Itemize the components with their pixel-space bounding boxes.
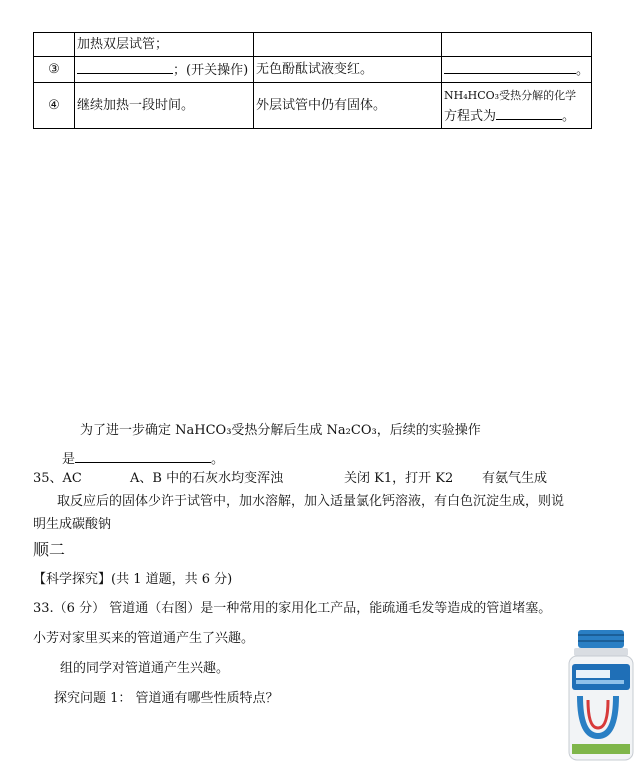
answer-blank[interactable] [77, 59, 173, 74]
q35-answer-d: 有氨气生成 [482, 471, 548, 486]
answer-blank[interactable] [75, 448, 211, 463]
further-prefix: 是 [62, 452, 76, 467]
row-number [34, 33, 75, 57]
table-row [34, 83, 592, 129]
row-number: ③ [34, 57, 75, 83]
experiment-table [33, 32, 592, 129]
row-number: ④ [34, 83, 75, 129]
q35-line3: 明生成碳酸钠 [33, 517, 112, 532]
conclusion-label: 方程式为 [444, 108, 497, 124]
operation-suffix: ；(开关操作) [173, 62, 249, 78]
conclusion-cell [442, 57, 592, 83]
q35-answer-c: 关闭 K1，打开 K2 [344, 471, 454, 486]
operation-cell [75, 57, 254, 83]
section-title: 【科学探究】(共 1 道题，共 6 分) [33, 572, 233, 587]
q33-line2: 小芳对家里买来的管道通产生了兴趣。 [33, 631, 255, 646]
further-suffix: 。 [211, 452, 225, 467]
answer-blank[interactable] [444, 59, 576, 74]
operation-cell: 继续加热一段时间。 [75, 83, 254, 129]
conclusion-cell [442, 83, 592, 129]
phenomenon-cell: 外层试管中仍有固体。 [254, 83, 442, 129]
further-step-line1: 为了进一步确定 NaHCO₃受热分解后生成 Na₂CO₃，后续的实验操作 [80, 423, 481, 438]
operation-cell: 加热双层试管； [75, 33, 254, 57]
answer-blank[interactable] [496, 105, 562, 120]
q35-number: 35、AC [33, 471, 82, 486]
table-row [34, 33, 592, 57]
conclusion-line1: NH₄HCO₃受热分解的化学 [444, 88, 577, 102]
conclusion-suffix: 。 [576, 62, 590, 78]
section-heading: 顺二 [33, 540, 66, 559]
q35-answer-b: A、B 中的石灰水均变浑浊 [130, 471, 284, 486]
q33-line4: 探究问题 1： 管道通有哪些性质特点？ [54, 691, 279, 706]
further-step-line2 [62, 448, 224, 469]
phenomenon-cell [254, 33, 442, 57]
pipe-cleaner-bottle-image [566, 628, 636, 764]
conclusion-line2 [444, 105, 589, 126]
q35-line2: 取反应后的固体少许于试管中，加水溶解，加入适量氯化钙溶液，有白色沉淀生成，则说 [57, 494, 565, 509]
conclusion-suffix: 。 [562, 108, 576, 124]
conclusion-cell [442, 33, 592, 57]
phenomenon-cell: 无色酚酞试液变红。 [254, 57, 442, 83]
q33-line3: 组的同学对管道通产生兴趣。 [60, 661, 230, 676]
q33-line1: 33.（6 分） 管道通（右图）是一种常用的家用化工产品，能疏通毛发等造成的管道堵塞。 [33, 601, 552, 616]
table-row [34, 57, 592, 83]
bottle-cap [578, 630, 624, 648]
